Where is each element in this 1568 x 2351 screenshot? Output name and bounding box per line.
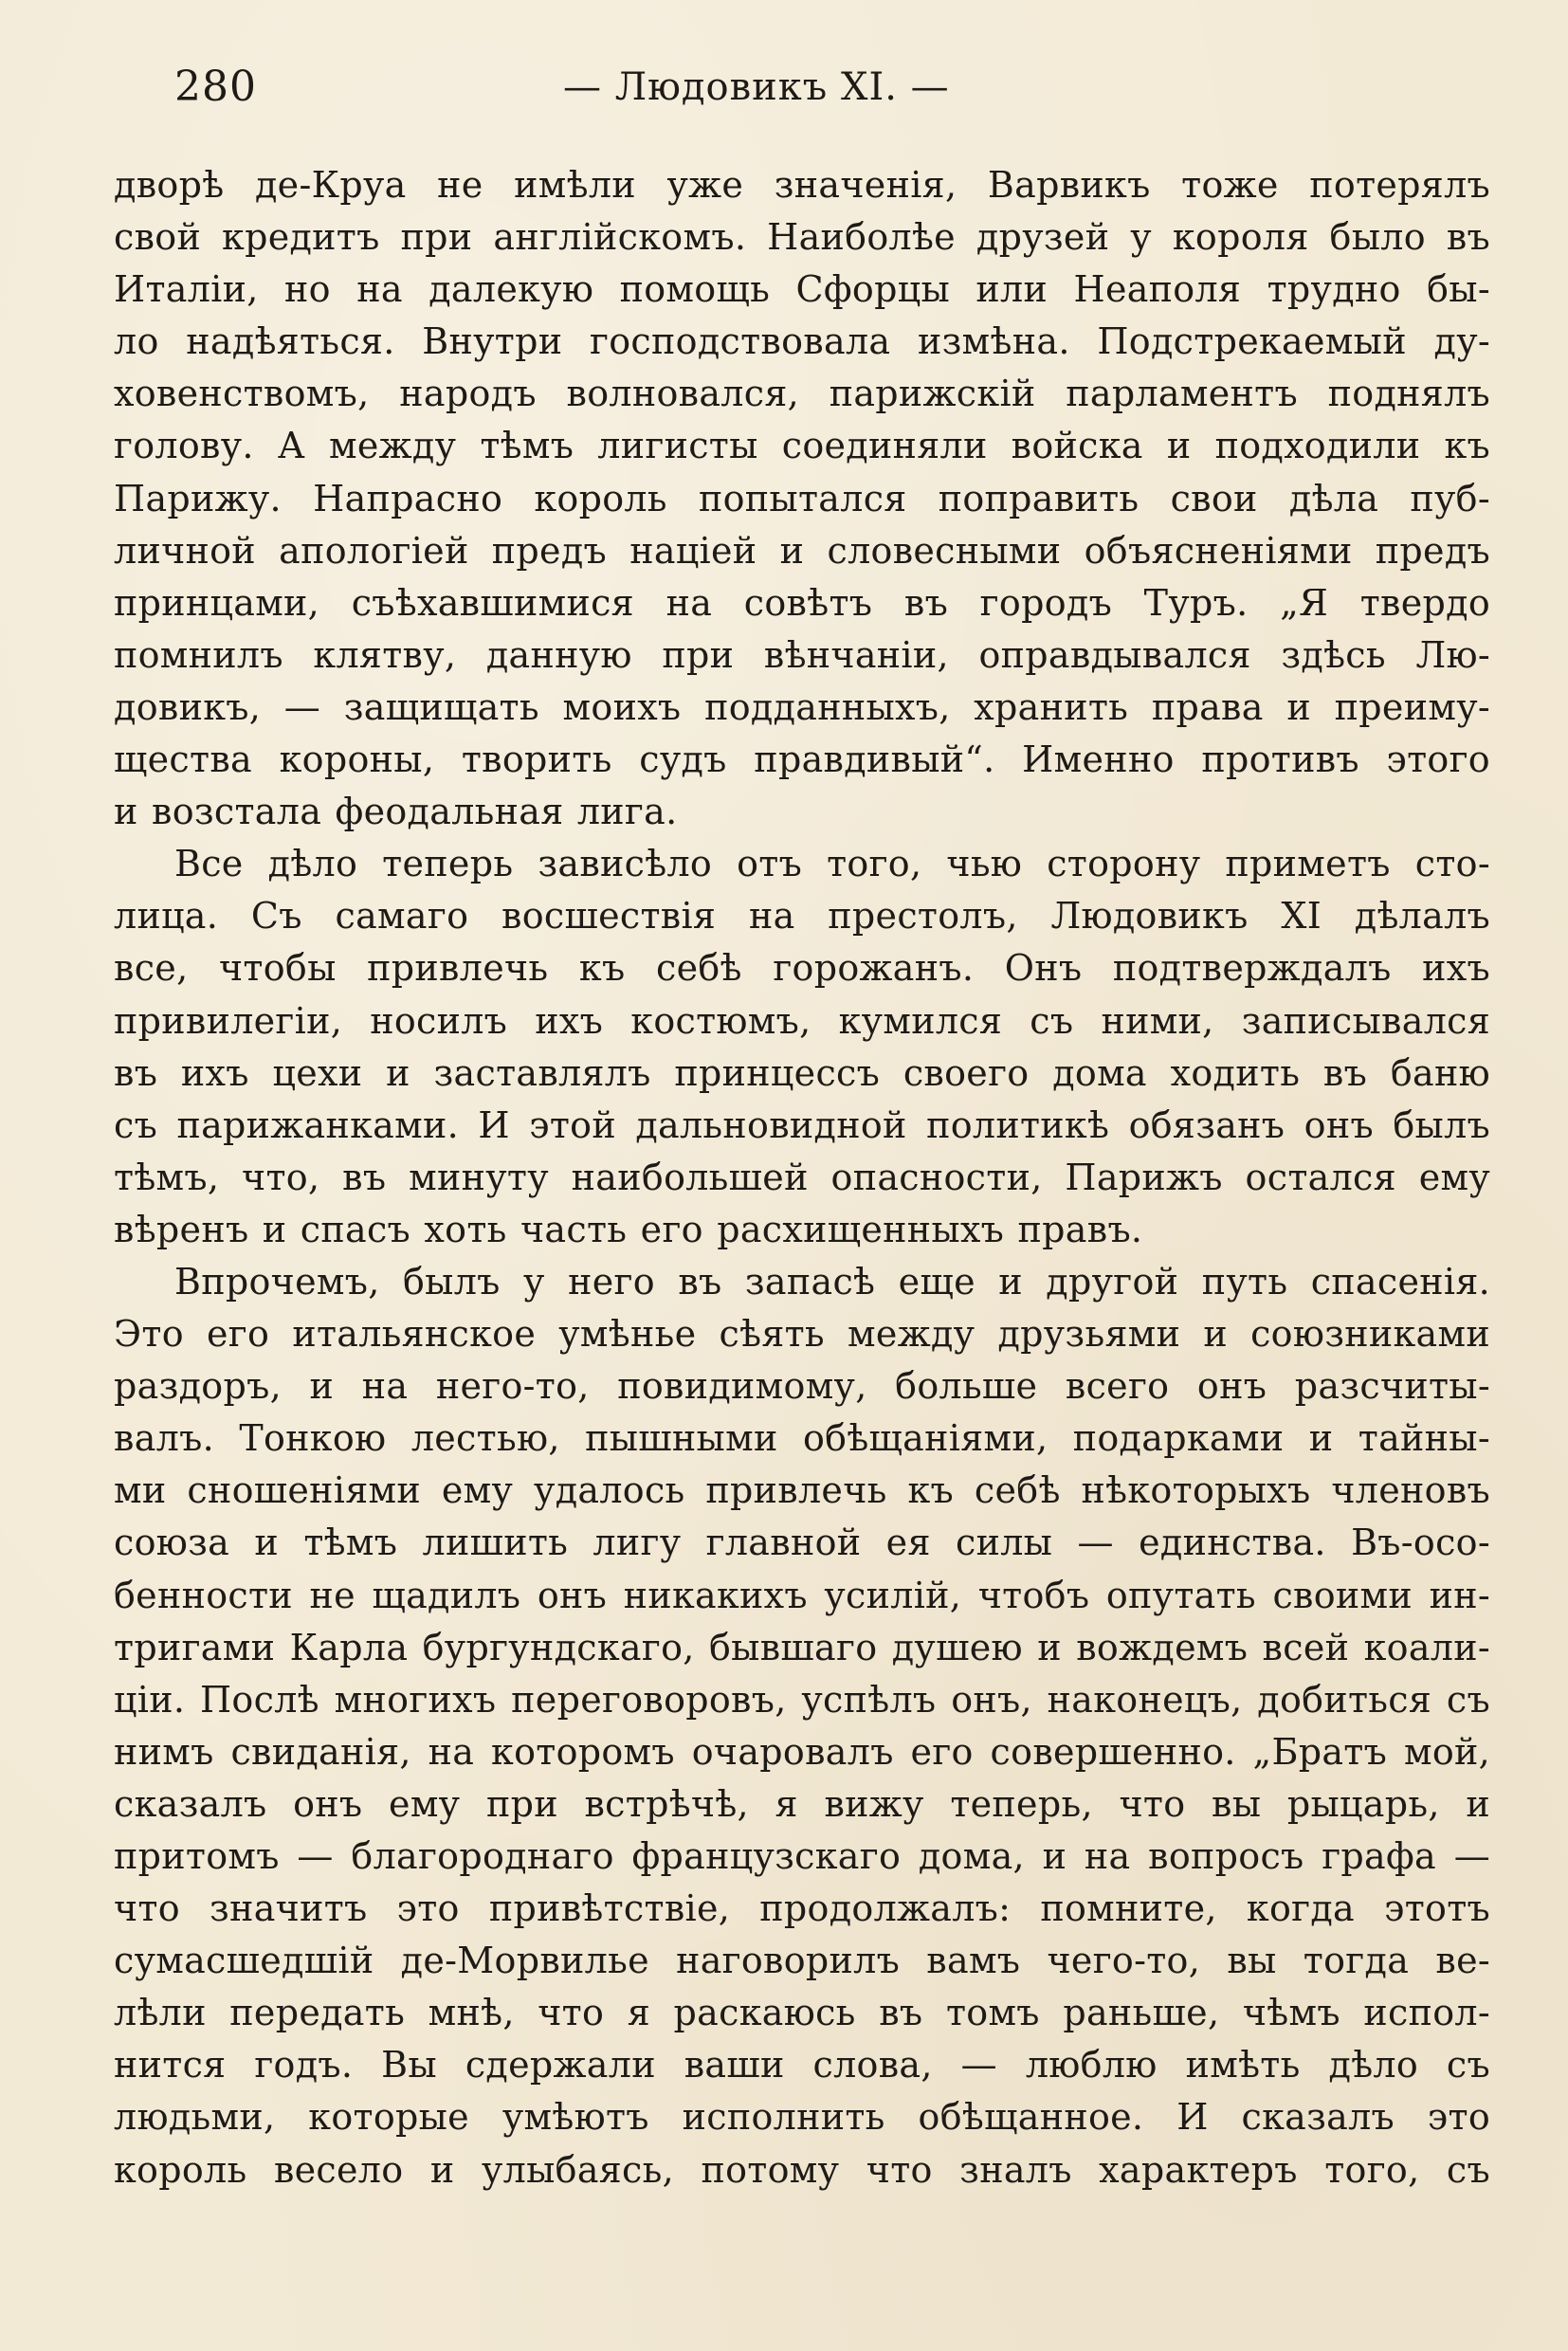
text-line: раздоръ, и на него-то, повидимому, больше всего онъ разсчиты- xyxy=(114,1365,1490,1408)
text-line: лѣли передать мнѣ, что я раскаюсь въ томъ раньше, чѣмъ испол- xyxy=(114,1992,1490,2034)
text-line: довикъ, — защищать моихъ подданныхъ, хранить права и преиму- xyxy=(114,685,1490,728)
text-line: Парижу. Напрасно король попытался поправить свои дѣла пуб- xyxy=(114,477,1490,519)
text-line: людьми, которые умѣютъ исполнить обѣщанное. И сказалъ это xyxy=(114,2096,1490,2139)
page-number: 280 xyxy=(174,63,257,111)
text-line: ло надѣяться. Внутри господствовала измѣна. Подстрекаемый ду- xyxy=(114,320,1490,363)
text-line: тѣмъ, что, въ минуту наибольшей опасности, Парижъ остался ему xyxy=(114,1156,1490,1198)
text-line: ціи. Послѣ многихъ переговоровъ, успѣлъ онъ, наконецъ, добиться съ xyxy=(114,1678,1490,1721)
text-line: личной апологіей предъ націей и словесными объясненіями предъ xyxy=(114,529,1490,572)
text-line: Это его итальянское умѣнье сѣять между друзьями и союзниками xyxy=(114,1313,1490,1356)
text-line: сумасшедшій де-Морвилье наговорилъ вамъ чего-то, вы тогда ве- xyxy=(114,1940,1490,1982)
text-line: привилегіи, носилъ ихъ костюмъ, кумился съ ними, записывался xyxy=(114,999,1490,1042)
text-line: свой кредитъ при англійскомъ. Наиболѣе друзей у короля было въ xyxy=(114,216,1490,259)
text-line: съ парижанками. И этой дальновидной политикѣ обязанъ онъ былъ xyxy=(114,1103,1490,1146)
text-line: ховенствомъ, народъ волновался, парижскій парламентъ поднялъ xyxy=(114,373,1490,415)
running-head: — Людовикъ XI. — xyxy=(563,65,950,109)
text-line: король весело и улыбаясь, потому что зналъ характеръ того, съ xyxy=(114,2148,1490,2191)
body-text xyxy=(114,159,1490,2196)
text-line: помнилъ клятву, данную при вѣнчаніи, оправдывался здѣсь Лю- xyxy=(114,633,1490,676)
text-line: союза и тѣмъ лишить лигу главной ея силы — единства. Въ-осо- xyxy=(114,1522,1490,1564)
page-header xyxy=(174,59,1490,116)
text-line: щества короны, творить судъ правдивый“. Именно противъ этого xyxy=(114,738,1490,781)
text-line: дворѣ де-Круа не имѣли уже значенія, Варвикъ тоже потерялъ xyxy=(114,164,1490,206)
text-line: сказалъ онъ ему при встрѣчѣ, я вижу теперь, что вы рыцарь, и xyxy=(114,1782,1490,1825)
text-line: и возстала феодальная лига. xyxy=(114,791,678,833)
text-line: голову. А между тѣмъ лигисты соединяли войска и подходили къ xyxy=(114,425,1490,467)
text-line: притомъ — благороднаго французскаго дома, и на вопросъ графа — xyxy=(114,1835,1490,1877)
text-line: вѣренъ и спасъ хоть часть его расхищенныхъ правъ. xyxy=(114,1208,1143,1250)
text-line: Все дѣло теперь зависѣло отъ того, чью сторону приметъ сто- xyxy=(174,843,1490,885)
text-line: Впрочемъ, былъ у него въ запасѣ еще и другой путь спасенія. xyxy=(174,1260,1490,1303)
text-line: нимъ свиданія, на которомъ очаровалъ его совершенно. „Братъ мой, xyxy=(114,1730,1490,1773)
text-line: что значитъ это привѣтствіе, продолжалъ: помните, когда этотъ xyxy=(114,1887,1490,1930)
text-line: нится годъ. Вы сдержали ваши слова, — люблю имѣть дѣло съ xyxy=(114,2044,1490,2087)
text-line: принцами, съѣхавшимися на совѣтъ въ городъ Туръ. „Я твердо xyxy=(114,581,1490,624)
text-line: ми сношеніями ему удалось привлечь къ себѣ нѣкоторыхъ членовъ xyxy=(114,1469,1490,1512)
text-line: валъ. Тонкою лестью, пышными обѣщаніями, подарками и тайны- xyxy=(114,1417,1490,1460)
text-line: въ ихъ цехи и заставлялъ принцессъ своего дома ходить въ баню xyxy=(114,1051,1490,1094)
text-line: тригами Карла бургундскаго, бывшаго душею и вождемъ всей коали- xyxy=(114,1626,1490,1668)
text-line: лица. Съ самаго восшествія на престолъ, Людовикъ XI дѣлалъ xyxy=(114,895,1490,938)
text-line: бенности не щадилъ онъ никакихъ усилій, чтобъ опутать своими ин- xyxy=(114,1574,1490,1616)
text-line: Италіи, но на далекую помощь Сфорцы или Неаполя трудно бы- xyxy=(114,268,1490,311)
text-line: все, чтобы привлечь къ себѣ горожанъ. Онъ подтверждалъ ихъ xyxy=(114,947,1490,990)
